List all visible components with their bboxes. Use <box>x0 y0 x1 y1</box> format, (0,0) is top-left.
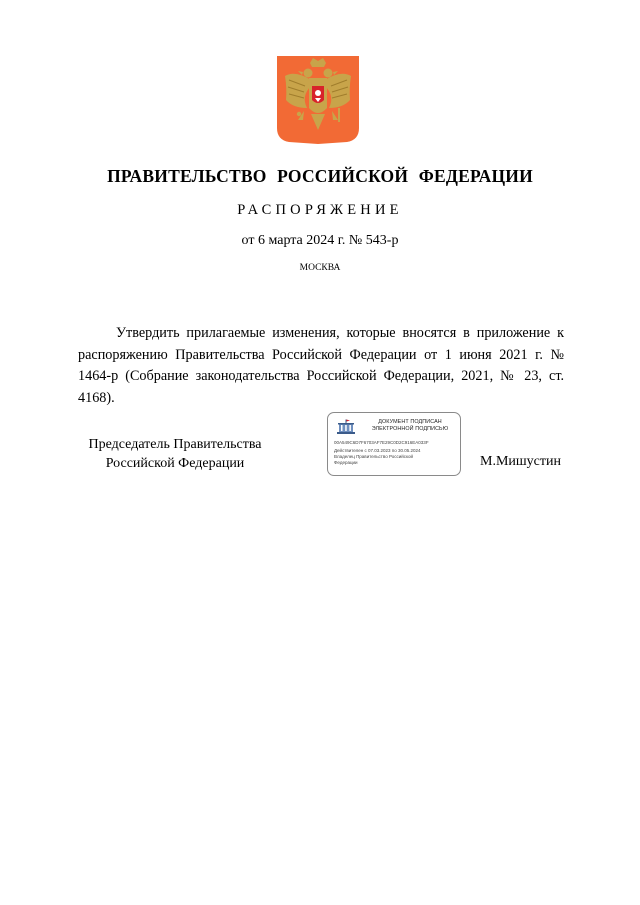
stamp-header-line2: ЭЛЕКТРОННОЙ ПОДПИСЬЮ <box>371 426 449 432</box>
stamp-header-line1: ДОКУМЕНТ ПОДПИСАН <box>378 419 442 425</box>
signer-title-line2: Российской Федерации <box>105 456 245 471</box>
government-building-icon <box>336 419 356 435</box>
document-body: Утвердить прилагаемые изменения, которые вносятся в приложение к распоряжению Правительства Российской Федерации от 1 июня 2021 г. № 1464-р (Собрание законодательства Российской Федерации, 2021, № 23, ст. 4168). <box>78 325 564 406</box>
document-date-number: от 6 марта 2024 г. № 543-р <box>241 233 399 248</box>
document-type: РАСПОРЯЖЕНИЕ <box>237 202 403 218</box>
stamp-certificate: 00A549C6D7F6703AF7E29C0D2C916EA033F <box>334 440 429 445</box>
signer-name: М.Мишустин <box>480 454 561 469</box>
stamp-owner-line2: Федерации <box>334 459 358 465</box>
stamp-header <box>360 419 460 433</box>
signer-title-line1: Председатель Правительства <box>88 437 262 452</box>
government-heading: ПРАВИТЕЛЬСТВО РОССИЙСКОЙ ФЕДЕРАЦИИ <box>107 166 533 186</box>
signer-title <box>70 435 280 473</box>
document-city: МОСКВА <box>299 263 341 273</box>
coat-of-arms-icon <box>277 56 359 144</box>
electronic-signature-stamp <box>327 412 461 476</box>
stamp-validity: Действителен с 07.03.2023 по 30.05.2024 <box>334 448 421 453</box>
stamp-owner-line1: Владелец Правительство Российской <box>334 454 414 459</box>
